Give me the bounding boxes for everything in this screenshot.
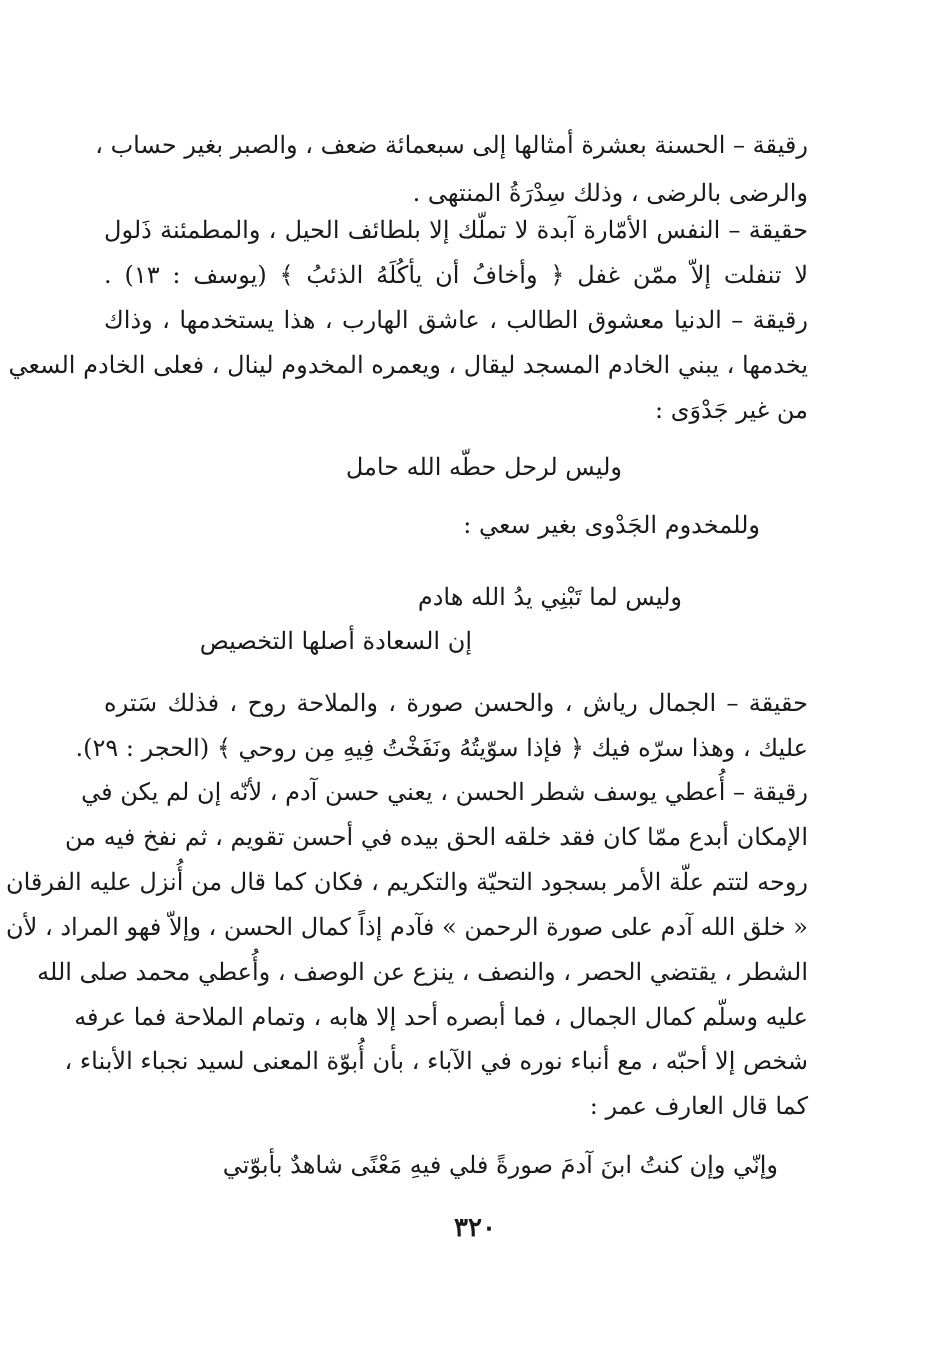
text-line: شخص إلا أحبّه ، مع أنباء نوره في الآباء ، بأن أُبوّة المعنى لسيد نجباء الأبناء ، xyxy=(64,1047,808,1075)
text-line: من غير جَدْوَى : xyxy=(655,396,808,424)
verse-line: وليس لما تَبْنِي يدُ الله هادم xyxy=(417,583,682,611)
text-line: رقيقة – الحسنة بعشرة أمثالها إلى سبعمائة ضعف ، والصبر بغير حساب ، xyxy=(95,131,808,159)
text-line: حقيقة – الجمال رياش ، والحسن صورة ، والملاحة روح ، فذلك سَتره xyxy=(104,689,808,717)
text-line: وللمخدوم الجَدْوى بغير سعي : xyxy=(463,511,760,539)
text-line: الشطر ، يقتضي الحصر ، والنصف ، ينزع عن الوصف ، وأُعطي محمد صلى الله xyxy=(37,958,808,986)
text-line: « خلق الله آدم على صورة الرحمن » فآدم إذاً كمال الحسن ، وإلاّ فهو المراد ، لأن xyxy=(6,913,808,941)
text-line: يخدمها ، يبني الخادم المسجد ليقال ، ويعمره المخدوم لينال ، فعلى الخادم السعي xyxy=(8,351,808,379)
text-line: والرضى بالرضى ، وذلك سِدْرَةُ المنتهى . xyxy=(412,179,808,207)
text-line: حقيقة – النفس الأمّارة آبدة لا تملّك إلا بلطائف الحيل ، والمطمئنة ذَلول xyxy=(104,216,808,244)
text-line: عليه وسلّم كمال الجمال ، فما أبصره أحد إلا هابه ، وتمام الملاحة فما عرفه xyxy=(74,1003,808,1031)
text-line: لا تنفلت إلاّ ممّن غفل ﴿ وأخافُ أن يأكُلَهُ الذئبُ ﴾ (يوسف : ١٣) . xyxy=(104,261,809,289)
verse-line: وإنّي وإن كنتُ ابنَ آدمَ صورةً فلي فيهِ مَعْنًى شاهدٌ بأبوّتي xyxy=(222,1151,778,1179)
text-line: روحه لتتم علّة الأمر بسجود التحيّة والتكريم ، فكان كما قال من أُنزل عليه الفرقان xyxy=(5,868,808,896)
text-line: رقيقة – الدنيا معشوق الطالب ، عاشق الهارب ، هذا يستخدمها ، وذاك xyxy=(104,306,808,334)
text-line: رقيقة – أُعطي يوسف شطر الحسن ، يعني حسن آدم ، لأنّه إن لم يكن في xyxy=(81,778,808,806)
verse-line: إن السعادة أصلها التخصيص xyxy=(199,627,472,655)
page-number: ٣٢٠ xyxy=(454,1213,496,1243)
text-line: كما قال العارف عمر : xyxy=(589,1092,808,1120)
text-line: الإمكان أبدع ممّا كان فقد خلقه الحق بيده في أحسن تقويم ، ثم نفخ فيه من xyxy=(64,823,808,851)
text-line: عليك ، وهذا سرّه فيك ﴿ فإذا سوّيتُهُ ونَفَخْتُ فِيهِ مِن روحي ﴾ (الحجر : ٢٩). xyxy=(75,734,808,762)
verse-line: وليس لرحل حطّه الله حامل xyxy=(345,453,622,481)
